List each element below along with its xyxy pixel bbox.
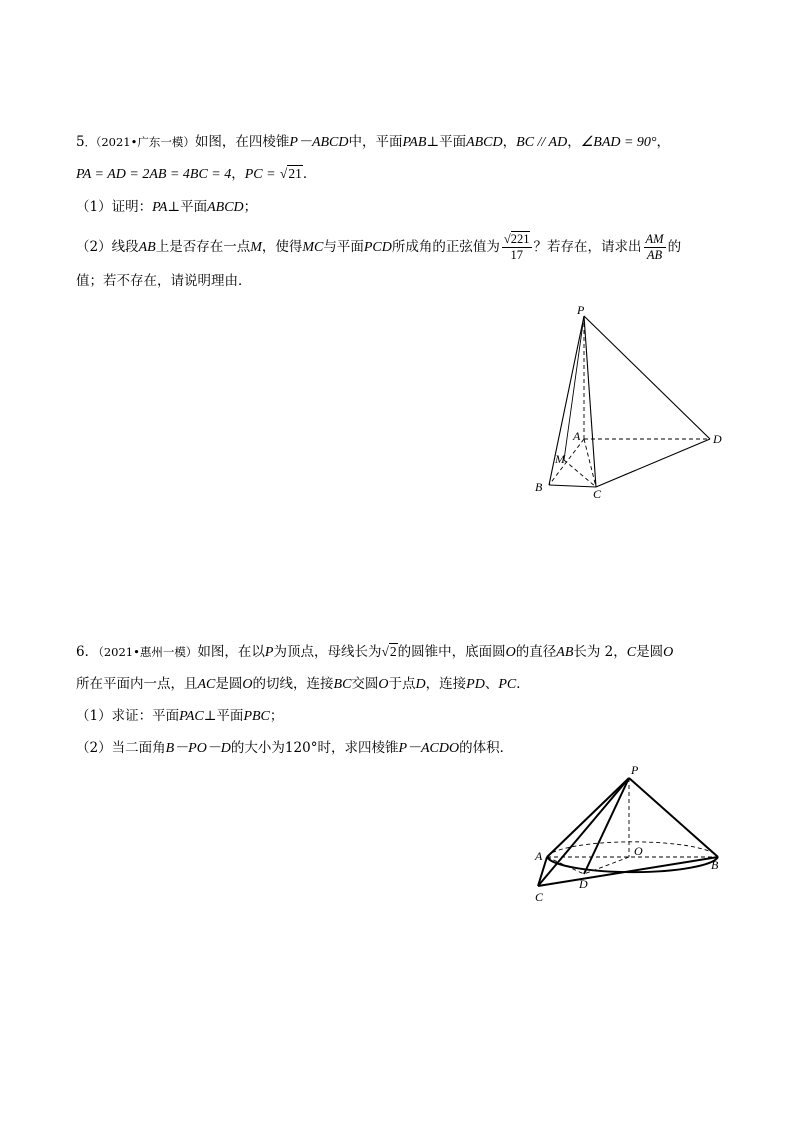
edge-PD bbox=[584, 316, 710, 439]
label-A: A bbox=[535, 849, 543, 863]
problem6-line1: 6．（2021•惠州一模）如图，在以P为顶点，母线长为√2的圆锥中，底面圆O的直径AB长为 2，C是圆O bbox=[76, 644, 674, 660]
label-P: P bbox=[631, 763, 639, 777]
fraction-sqrt221-over-17: $\frac{√221}{17}$ bbox=[503, 232, 530, 262]
problem5-source: （2021•广东一模） bbox=[95, 135, 195, 149]
sqrt-21: √21 bbox=[279, 166, 302, 181]
problem5-question2-cont: 值；若不存在，请说明理由． bbox=[76, 273, 252, 289]
edge-CB bbox=[538, 857, 718, 886]
problem6-line2: 所在平面内一点，且AC是圆O的切线，连接BC交圆O于点D，连接PD、PC． bbox=[76, 676, 530, 692]
problem6-question1: （1）求证：平面PAC⊥平面PBC； bbox=[76, 708, 284, 724]
problem6-question2: （2）当二面角B－PO－D的大小为120°时，求四棱锥P－ACDO的体积． bbox=[76, 740, 514, 756]
label-O: O bbox=[634, 844, 643, 858]
problem6-cone-figure bbox=[528, 762, 728, 907]
edge-BC bbox=[549, 485, 596, 487]
edge-MC bbox=[564, 460, 596, 487]
problem6-number: 6． bbox=[76, 644, 99, 660]
label-A: A bbox=[573, 429, 581, 443]
problem5-line1: 5．（2021•广东一模）如图，在四棱锥P－ABCD中，平面PAB⊥平面ABCD，BC // AD，∠BAD = 90°， bbox=[76, 134, 671, 150]
problem5-question1: （1）证明：PA⊥平面ABCD； bbox=[76, 199, 258, 215]
label-B: B bbox=[711, 858, 719, 872]
sqrt-2: √2 bbox=[381, 644, 397, 659]
problem5-pyramid-figure bbox=[520, 300, 730, 505]
label-C: C bbox=[593, 487, 602, 501]
label-D: D bbox=[579, 877, 588, 891]
problem5-question2: （2）线段AB上是否存在一点M，使得MC与平面PCD所成角的正弦值为 $\frac{√221}{17}$ ？若存在，请求出 $\frac{AM}{AB}$ 的 bbox=[76, 232, 682, 262]
edge-PA bbox=[547, 778, 629, 857]
problem5-number: 5 bbox=[76, 134, 85, 150]
label-B: B bbox=[535, 480, 543, 494]
problem6-source: （2021•惠州一模） bbox=[98, 645, 198, 659]
label-M: M bbox=[555, 452, 565, 466]
problem5-line2: PA = AD = 2AB = 4BC = 4，PC = √21． bbox=[76, 166, 317, 182]
edge-CD bbox=[596, 439, 710, 487]
label-C: C bbox=[535, 890, 544, 904]
label-P: P bbox=[577, 303, 585, 317]
fraction-am-over-ab: $\frac{AM}{AB}$ bbox=[645, 232, 664, 262]
label-D: D bbox=[713, 432, 722, 446]
